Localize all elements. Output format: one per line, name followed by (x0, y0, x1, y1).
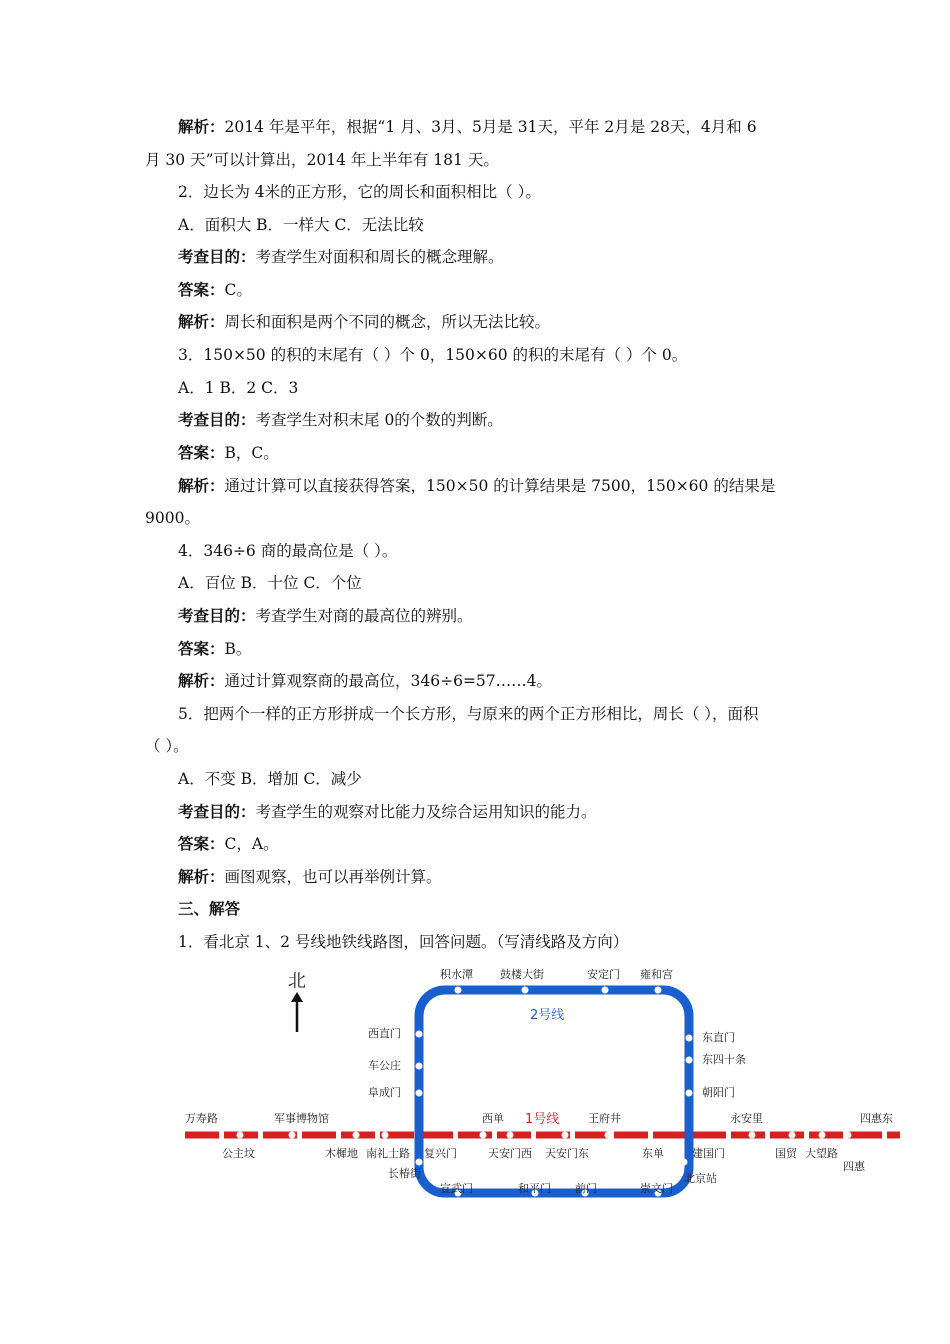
q5-stem-line1: 5．把两个一样的正方形拼成一个长方形，与原来的两个正方形相比，周长（ ），面积 (178, 705, 759, 723)
station-muxidi: 木樨地 (325, 1147, 358, 1160)
stations-line2-left (368, 1026, 423, 1099)
station-dot (681, 1159, 688, 1166)
q2-options: A．面积大 B．一样大 C．无法比较 (178, 216, 424, 234)
station-dot (416, 1063, 423, 1070)
station-dot (416, 1090, 423, 1097)
station-dot (237, 1132, 244, 1139)
station-xuanwumen: 宣武门 (440, 1182, 473, 1195)
station-dot (416, 1159, 423, 1166)
station-dot (686, 1035, 693, 1042)
station-dot (819, 1132, 826, 1139)
q4-options: A．百位 B．十位 C．个位 (178, 574, 362, 592)
q3-analysis-line2: 9000。 (145, 509, 200, 527)
q5-stem-line2: （ ）。 (145, 737, 189, 755)
station-dot (382, 1132, 389, 1139)
station-changchunjie: 长椿街 (388, 1167, 421, 1180)
station-hepingmen: 和平门 (518, 1182, 551, 1195)
station-xizhimen: 西直门 (368, 1027, 401, 1040)
station-nanlishilu: 南礼士路 (366, 1147, 410, 1160)
station-jianguomen: 建国门 (692, 1147, 725, 1160)
q2-purpose: 考查目的：考查学生对面积和周长的概念理解。 (178, 247, 504, 266)
station-dot (416, 1031, 423, 1038)
station-fuchengmen: 阜成门 (368, 1086, 401, 1099)
station-gongzhufen: 公主坟 (222, 1147, 255, 1160)
q5-analysis: 解析：画图观察，也可以再举例计算。 (178, 867, 442, 886)
station-sihuidong: 四惠东 (860, 1112, 893, 1125)
station-chaoyangmen: 朝阳门 (702, 1086, 735, 1099)
stations-line2-right (686, 1030, 747, 1099)
line2-label: 2号线 (530, 1008, 565, 1023)
station-dot (507, 1132, 514, 1139)
station-yonghegong: 雍和宫 (640, 968, 673, 981)
q4-analysis: 解析：通过计算观察商的最高位，346÷6=57……4。 (178, 671, 553, 690)
station-dot (605, 1132, 612, 1139)
station-dot (353, 1132, 360, 1139)
q3-analysis-line1: 解析：通过计算可以直接获得答案，150×50 的计算结果是 7500，150×60 的结果是 (178, 476, 776, 495)
line1-label: 1号线 (525, 1112, 560, 1127)
q3-purpose: 考查目的：考查学生对积末尾 0的个数的判断。 (178, 410, 503, 429)
station-dot (655, 987, 662, 994)
station-sihui: 四惠 (843, 1160, 865, 1173)
north-arrow-head (291, 992, 303, 1002)
q5-answer: 答案：C，A。 (178, 834, 279, 853)
station-dongsishitiao: 东四十条 (702, 1053, 746, 1066)
q3-answer: 答案：B，C。 (178, 443, 279, 462)
station-dot (686, 1090, 693, 1097)
station-dot (289, 1132, 296, 1139)
station-yonganli: 永安里 (730, 1112, 763, 1125)
q5-options: A．不变 B．增加 C．减少 (178, 770, 362, 788)
station-tiananmendong: 天安门东 (545, 1147, 589, 1160)
q3-stem: 3．150×50 的积的末尾有（ ）个 0，150×60 的积的末尾有（ ）个 0。 (178, 346, 688, 364)
station-dot (749, 1132, 756, 1139)
station-wanshoulu: 万寿路 (185, 1112, 218, 1125)
q1-analysis-line1: 解析：2014 年是平年，根据“1 月、3月、5月是 31天，平年 2月是 28天，4月和 6 (178, 117, 757, 136)
station-beijingzhan: 北京站 (684, 1172, 717, 1185)
station-dot (562, 1132, 569, 1139)
q3-options: A．1 B．2 C．3 (178, 379, 299, 397)
s3-q1-stem: 1．看北京 1、2 号线地铁线路图，回答问题。（写清线路及方向） (178, 933, 629, 951)
station-dongdan: 东单 (642, 1147, 664, 1160)
station-guomao: 国贸 (775, 1147, 797, 1160)
station-dot (686, 1057, 693, 1064)
q5-purpose: 考查目的：考查学生的观察对比能力及综合运用知识的能力。 (178, 802, 597, 821)
station-dot (789, 1132, 796, 1139)
station-dot (455, 987, 462, 994)
q4-purpose: 考查目的：考查学生对商的最高位的辨别。 (178, 606, 473, 625)
station-dot (845, 1132, 852, 1139)
q4-answer: 答案：B。 (178, 639, 252, 658)
station-dot (602, 987, 609, 994)
q2-answer: 答案：C。 (178, 280, 252, 299)
station-dot (480, 1132, 487, 1139)
station-chongwenmen: 崇文门 (640, 1182, 673, 1195)
station-jishuitan: 积水潭 (440, 968, 473, 981)
station-tiananmenxi: 天安门西 (488, 1147, 532, 1160)
q4-stem: 4．346÷6 商的最高位是（ ）。 (178, 542, 398, 560)
station-gulou: 鼓楼大街 (500, 968, 544, 981)
q2-analysis: 解析：周长和面积是两个不同的概念，所以无法比较。 (178, 312, 551, 331)
station-wangfujing: 王府井 (588, 1112, 621, 1125)
station-dot (522, 987, 529, 994)
north-label: 北 (288, 971, 306, 992)
station-andingmen: 安定门 (587, 968, 620, 981)
station-fuxingmen: 复兴门 (424, 1147, 457, 1160)
station-dongzhimen: 东直门 (702, 1031, 735, 1044)
station-dawanglu: 大望路 (805, 1147, 838, 1160)
station-qianmen: 前门 (575, 1182, 597, 1195)
section-heading: 三、解答 (178, 899, 241, 918)
subway-map (180, 962, 900, 1202)
q2-stem: 2．边长为 4米的正方形，它的周长和面积相比（ ）。 (178, 183, 541, 201)
station-xidan: 西单 (482, 1112, 504, 1125)
station-chegongzhuang: 车公庄 (368, 1059, 401, 1072)
station-junshi: 军事博物馆 (274, 1112, 329, 1125)
q1-analysis-line2: 月 30 天”可以计算出，2014 年上半年有 181 天。 (145, 151, 499, 169)
